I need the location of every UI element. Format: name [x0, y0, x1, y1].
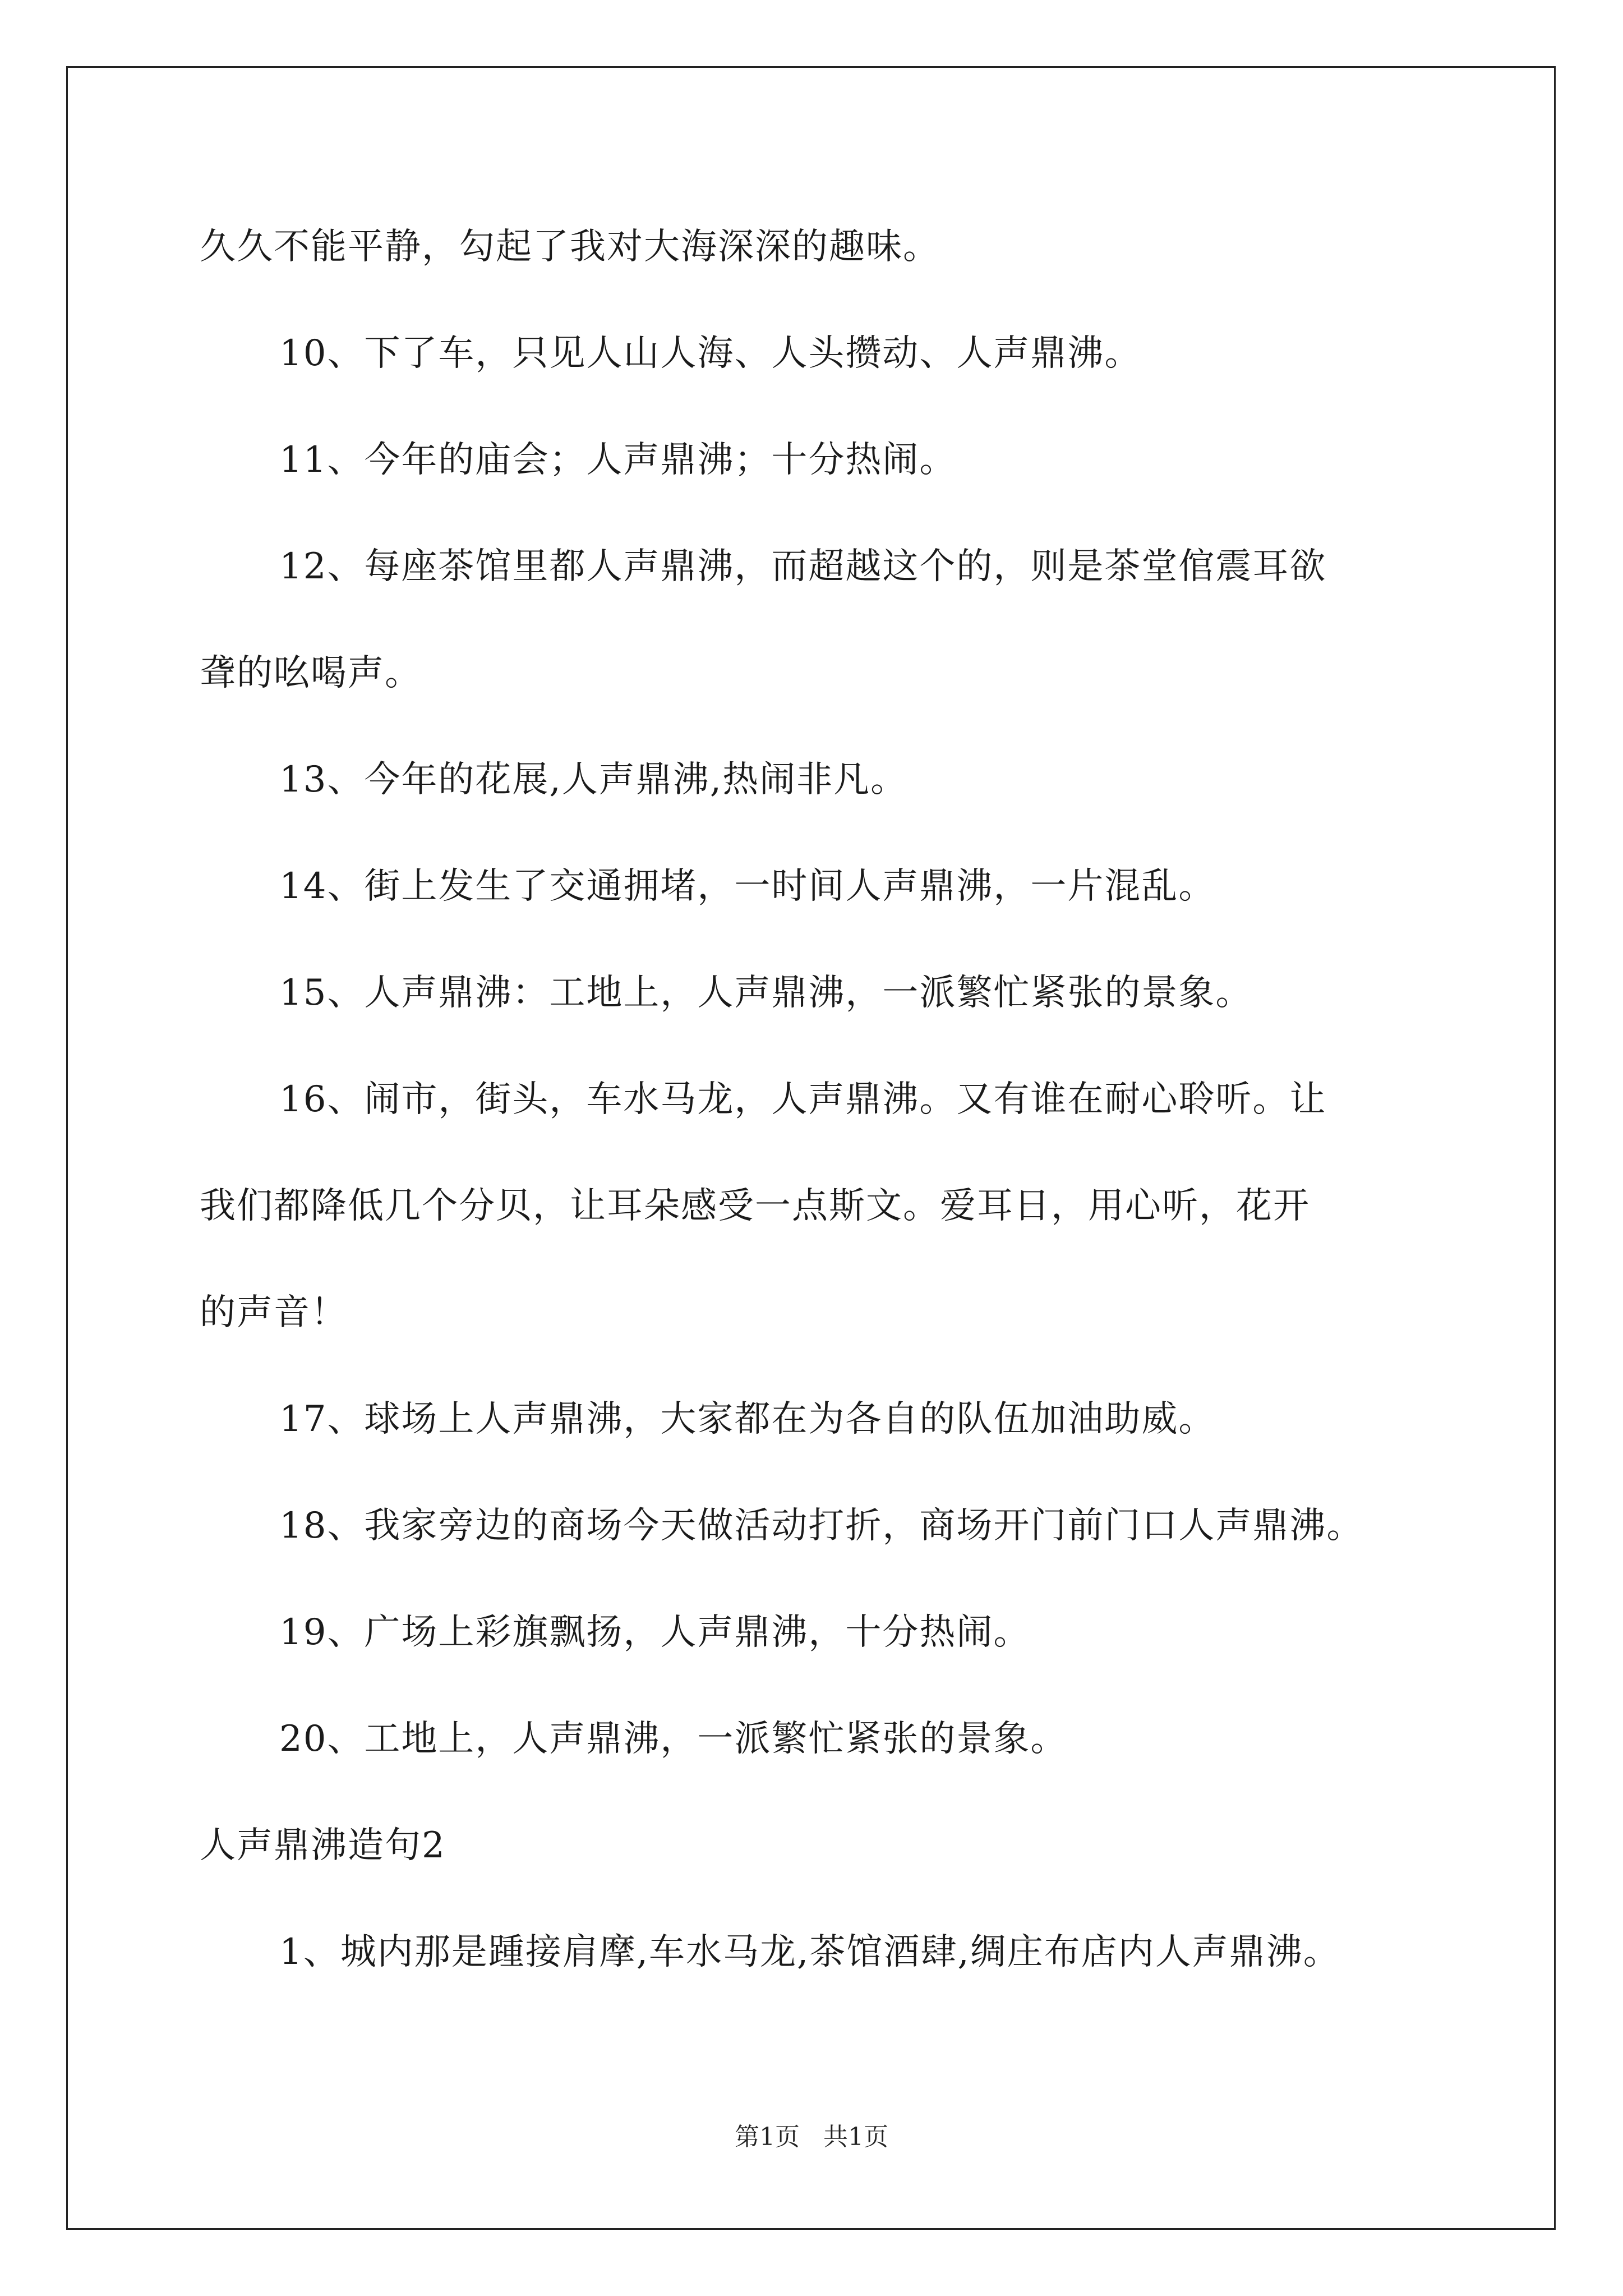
- text-line: 17、球场上人声鼎沸，大家都在为各自的队伍加油助威。: [279, 1398, 1216, 1440]
- page-footer: [0, 2125, 1623, 2150]
- text-line: 1、城内那是踵接肩摩,车水马龙,茶馆酒肆,绸庄布店内人声鼎沸。: [279, 1931, 1340, 1973]
- text-line: 18、我家旁边的商场今天做活动打折，商场开门前门口人声鼎沸。: [279, 1505, 1364, 1547]
- text-line: 19、广场上彩旗飘扬，人声鼎沸，十分热闹。: [279, 1612, 1031, 1653]
- text-line: 的声音！: [200, 1292, 348, 1333]
- text-line: 久久不能平静，勾起了我对大海深深的趣味。: [200, 226, 940, 268]
- text-line: 12、每座茶馆里都人声鼎沸，而超越这个的，则是茶堂倌震耳欲: [279, 546, 1327, 587]
- text-line: 14、街上发生了交通拥堵，一时间人声鼎沸，一片混乱。: [279, 866, 1216, 907]
- section-heading: 人声鼎沸造句2: [200, 1825, 446, 1866]
- text-line: 20、工地上，人声鼎沸，一派繁忙紧张的景象。: [279, 1718, 1068, 1760]
- text-line: 10、下了车，只见人山人海、人头攒动、人声鼎沸。: [279, 333, 1142, 374]
- page-number: 第1页: [735, 2123, 800, 2151]
- text-line: 我们都降低几个分贝，让耳朵感受一点斯文。爱耳日，用心听，花开: [200, 1185, 1310, 1227]
- page-total: 共1页: [823, 2123, 888, 2151]
- text-line: 11、今年的庙会；人声鼎沸；十分热闹。: [279, 439, 957, 481]
- page-border: [66, 66, 1556, 2230]
- text-line: 聋的吆喝声。: [200, 652, 422, 694]
- text-line: 15、人声鼎沸：工地上，人声鼎沸，一派繁忙紧张的景象。: [279, 972, 1253, 1014]
- text-line: 13、今年的花展,人声鼎沸,热闹非凡。: [279, 759, 908, 800]
- text-line: 16、闹市，街头，车水马龙，人声鼎沸。又有谁在耐心聆听。让: [279, 1079, 1327, 1120]
